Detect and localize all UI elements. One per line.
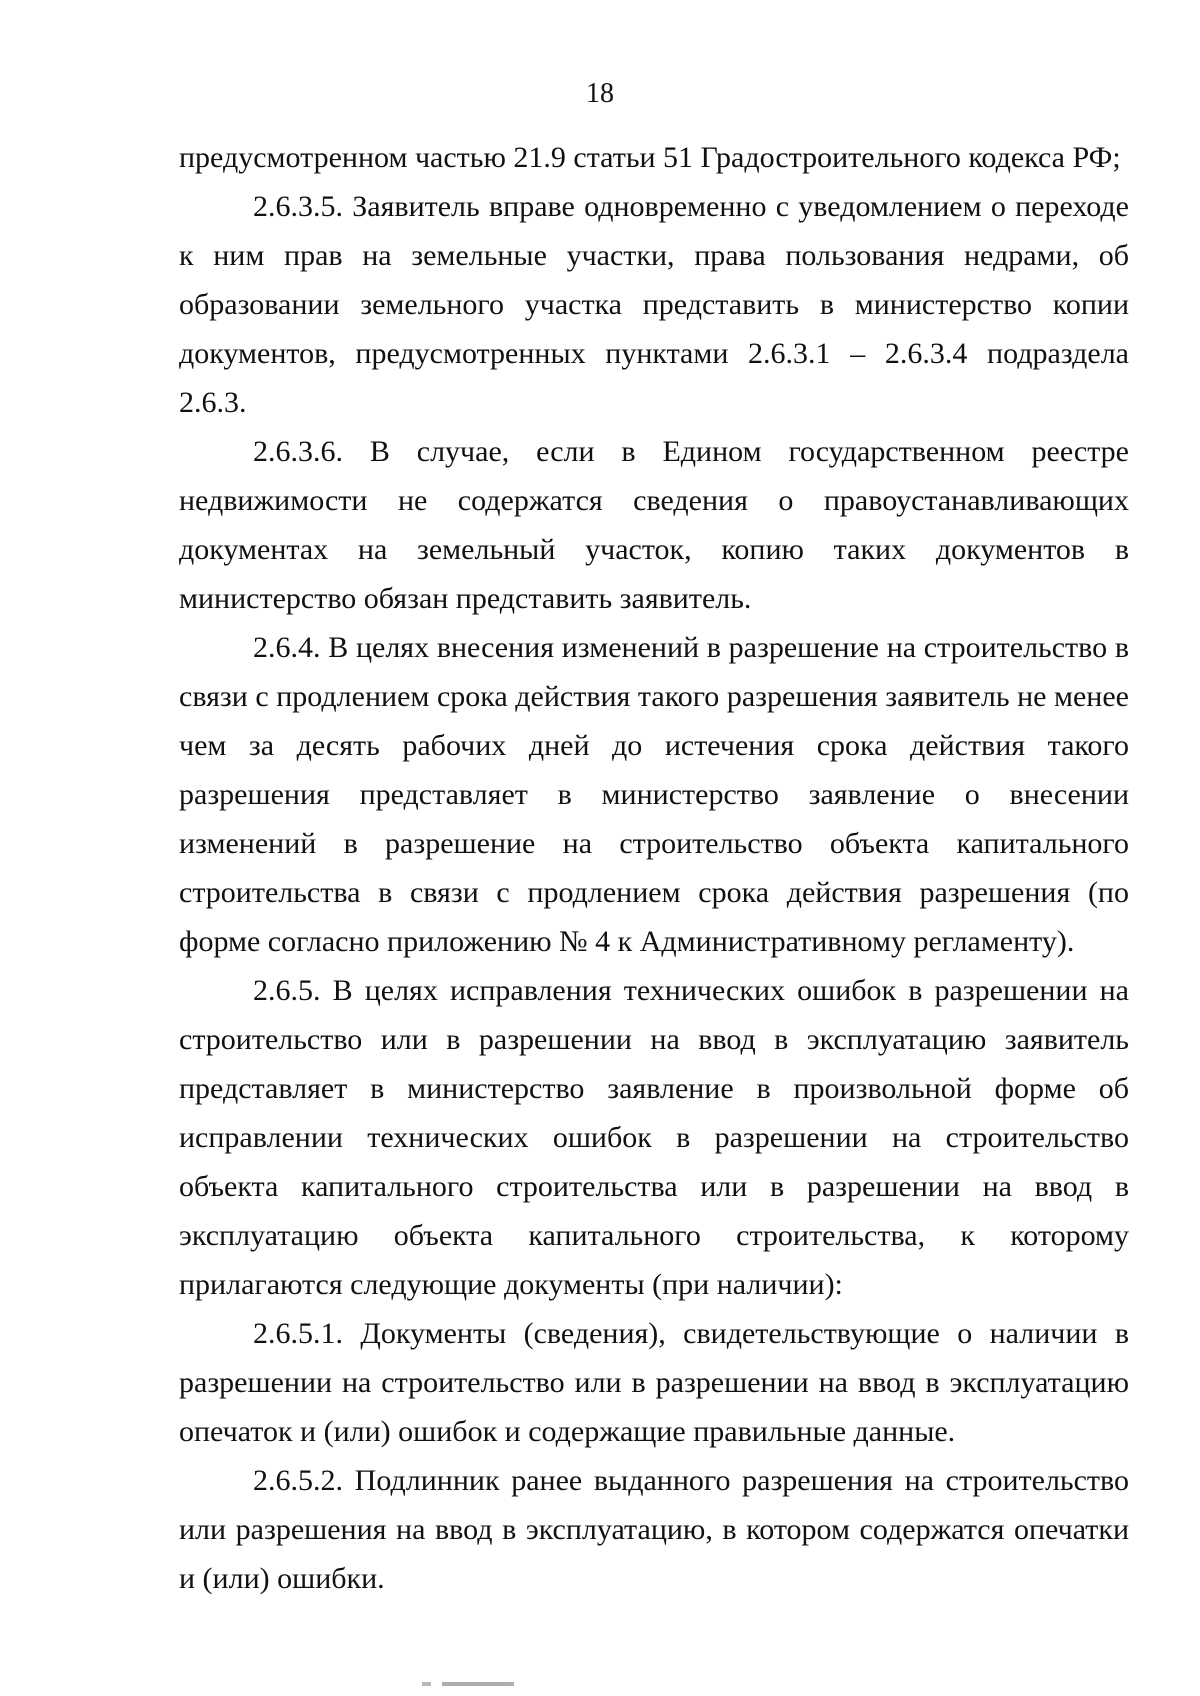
paragraph-2-6-3-5: 2.6.3.5. Заявитель вправе одновременно с уведомлением о переходе к ним прав на земельные участки, права пользования недрами, об образовании земельного участка представить в министерство копии документов, предусмотренных пунктами 2.6.3.1 – 2.6.3.4 подраздела 2.6.3. [179, 190, 1129, 419]
scan-artifact [422, 1682, 514, 1686]
paragraph-2-6-5: 2.6.5. В целях исправления технических ошибок в разрешении на строительство или в разрешении на ввод в эксплуатацию заявитель представляет в министерство заявление в произвольной форме об исправлении технических ошибок в разрешении на строительство объекта капитального строительства или в разрешении на ввод в эксплуатацию объекта капитального строительства, к которому прилагаются следующие документы (при наличии): [179, 974, 1129, 1301]
paragraph-2-6-5-1: 2.6.5.1. Документы (сведения), свидетельствующие о наличии в разрешении на строительство или в разрешении на ввод в эксплуатацию опечаток и (или) ошибок и содержащие правильные данные. [179, 1317, 1129, 1448]
paragraph-continuation: предусмотренном частью 21.9 статьи 51 Градостроительного кодекса РФ; [179, 141, 1121, 174]
paragraph-2-6-5-2: 2.6.5.2. Подлинник ранее выданного разрешения на строительство или разрешения на ввод в эксплуатацию, в котором содержатся опечатки и (или) ошибки. [179, 1464, 1129, 1595]
page-number: 18 [586, 78, 614, 109]
document-body [179, 133, 1129, 1603]
paragraph-2-6-3-6: 2.6.3.6. В случае, если в Едином государственном реестре недвижимости не содержатся сведения о правоустанавливающих документах на земельный участок, копию таких документов в министерство обязан представить заявитель. [179, 435, 1129, 615]
paragraph-2-6-4: 2.6.4. В целях внесения изменений в разрешение на строительство в связи с продлением срока действия такого разрешения заявитель не менее чем за десять рабочих дней до истечения срока действия такого разрешения представляет в министерство заявление о внесении изменений в разрешение на строительство объекта капитального строительства в связи с продлением срока действия разрешения (по форме согласно приложению № 4 к Административному регламенту). [179, 631, 1129, 958]
